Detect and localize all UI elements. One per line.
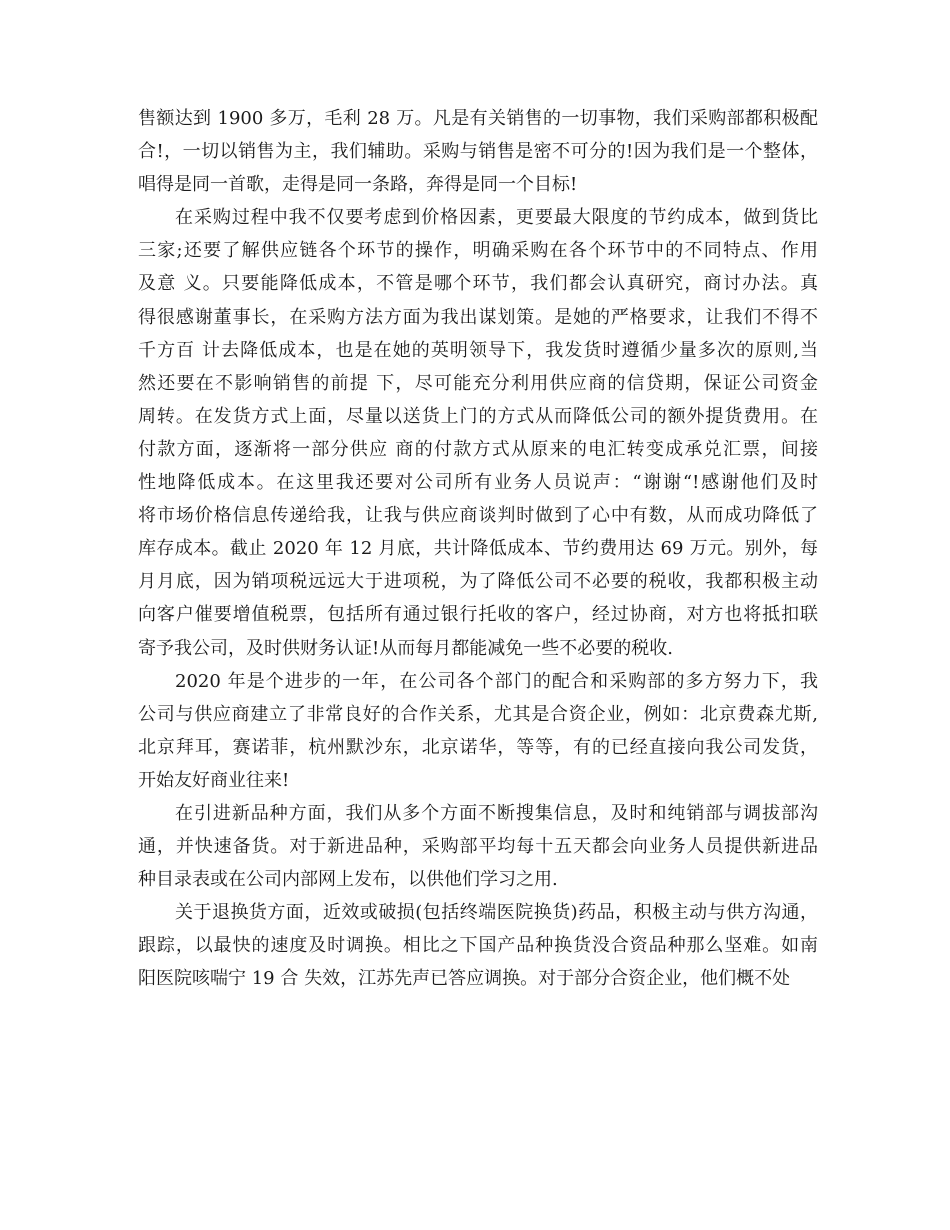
text-line: 合!，一切以销售为主，我们辅助。采购与销售是密不可分的!因为我们是一个整体， — [138, 141, 818, 163]
text-line: 三家;还要了解供应链各个环节的操作，明确采购在各个环节中的不同特点、作用 — [138, 240, 818, 262]
text-line: 公司与供应商建立了非常良好的合作关系，尤其是合资企业，例如：北京费森尤斯, — [138, 703, 818, 725]
text-line: 寄予我公司，及时供财务认证!从而每月都能减免一些不必要的税收. — [138, 637, 673, 659]
text-line: 在采购过程中我不仅要考虑到价格因素，更要最大限度的节约成本，做到货比 — [175, 207, 818, 229]
paragraph-p4 — [138, 797, 818, 896]
text-line: 将市场价格信息传递给我，让我与供应商谈判时做到了心中有数，从而成功降低了 — [138, 505, 818, 527]
text-line: 2020 年是个进步的一年，在公司各个部门的配合和采购部的多方努力下，我 — [175, 670, 818, 692]
text-line: 性地降低成本。在这里我还要对公司所有业务人员说声：“谢谢“!感谢他们及时 — [138, 472, 818, 494]
text-line: 关于退换货方面，近效或破损(包括终端医院换货)药品，积极主动与供方沟通， — [175, 902, 818, 924]
text-line: 得很感谢董事长，在采购方法方面为我出谋划策。是她的严格要求，让我们不得不 — [138, 306, 818, 328]
paragraph-p1 — [138, 102, 818, 201]
text-line: 然还要在不影响销售的前提 下，尽可能充分利用供应商的信贷期，保证公司资金 — [138, 372, 818, 394]
text-line: 通，并快速备货。对于新进品种，采购部平均每十五天都会向业务人员提供新进品 — [138, 836, 818, 858]
text-line: 阳医院咳喘宁 19 合 失效，江苏先声已答应调换。对于部分合资企业，他们概不处 — [138, 968, 791, 990]
text-line: 跟踪，以最快的速度及时调换。相比之下国产品种换货没合资品种那么坚难。如南 — [138, 935, 818, 957]
paragraph-p2 — [138, 201, 818, 664]
text-line: 月月底，因为销项税远远大于进项税，为了降低公司不必要的税收，我都积极主动 — [138, 571, 818, 593]
text-line: 千方百 计去降低成本，也是在她的英明领导下，我发货时遵循少量多次的原则,当 — [138, 339, 818, 361]
text-line: 付款方面，逐渐将一部分供应 商的付款方式从原来的电汇转变成承兑汇票，间接 — [138, 438, 818, 460]
text-line: 唱得是同一首歌，走得是同一条路，奔得是同一个目标! — [138, 174, 578, 196]
paragraph-p5 — [138, 896, 818, 995]
text-line: 北京拜耳，赛诺菲，杭州默沙东，北京诺华，等等，有的已经直接向我公司发货， — [138, 736, 818, 758]
text-line: 库存成本。截止 2020 年 12 月底，共计降低成本、节约费用达 69 万元。别外，每 — [138, 538, 818, 560]
text-line: 向客户催要增值税票，包括所有通过银行托收的客户，经过协商，对方也将抵扣联 — [138, 604, 818, 626]
document-body — [138, 102, 818, 996]
paragraph-p3 — [138, 665, 818, 797]
text-line: 种目录表或在公司内部网上发布，以供他们学习之用. — [138, 869, 558, 891]
text-line: 及意 义。只要能降低成本，不管是哪个环节，我们都会认真研究，商讨办法。真 — [138, 273, 818, 295]
text-line: 周转。在发货方式上面，尽量以送货上门的方式从而降低公司的额外提货费用。在 — [138, 405, 818, 427]
text-line: 售额达到 1900 多万，毛利 28 万。凡是有关销售的一切事物，我们采购部都积极配 — [138, 108, 818, 129]
text-line: 在引进新品种方面，我们从多个方面不断搜集信息，及时和纯销部与调拔部沟 — [175, 802, 818, 824]
text-line: 开始友好商业往来! — [138, 769, 290, 791]
